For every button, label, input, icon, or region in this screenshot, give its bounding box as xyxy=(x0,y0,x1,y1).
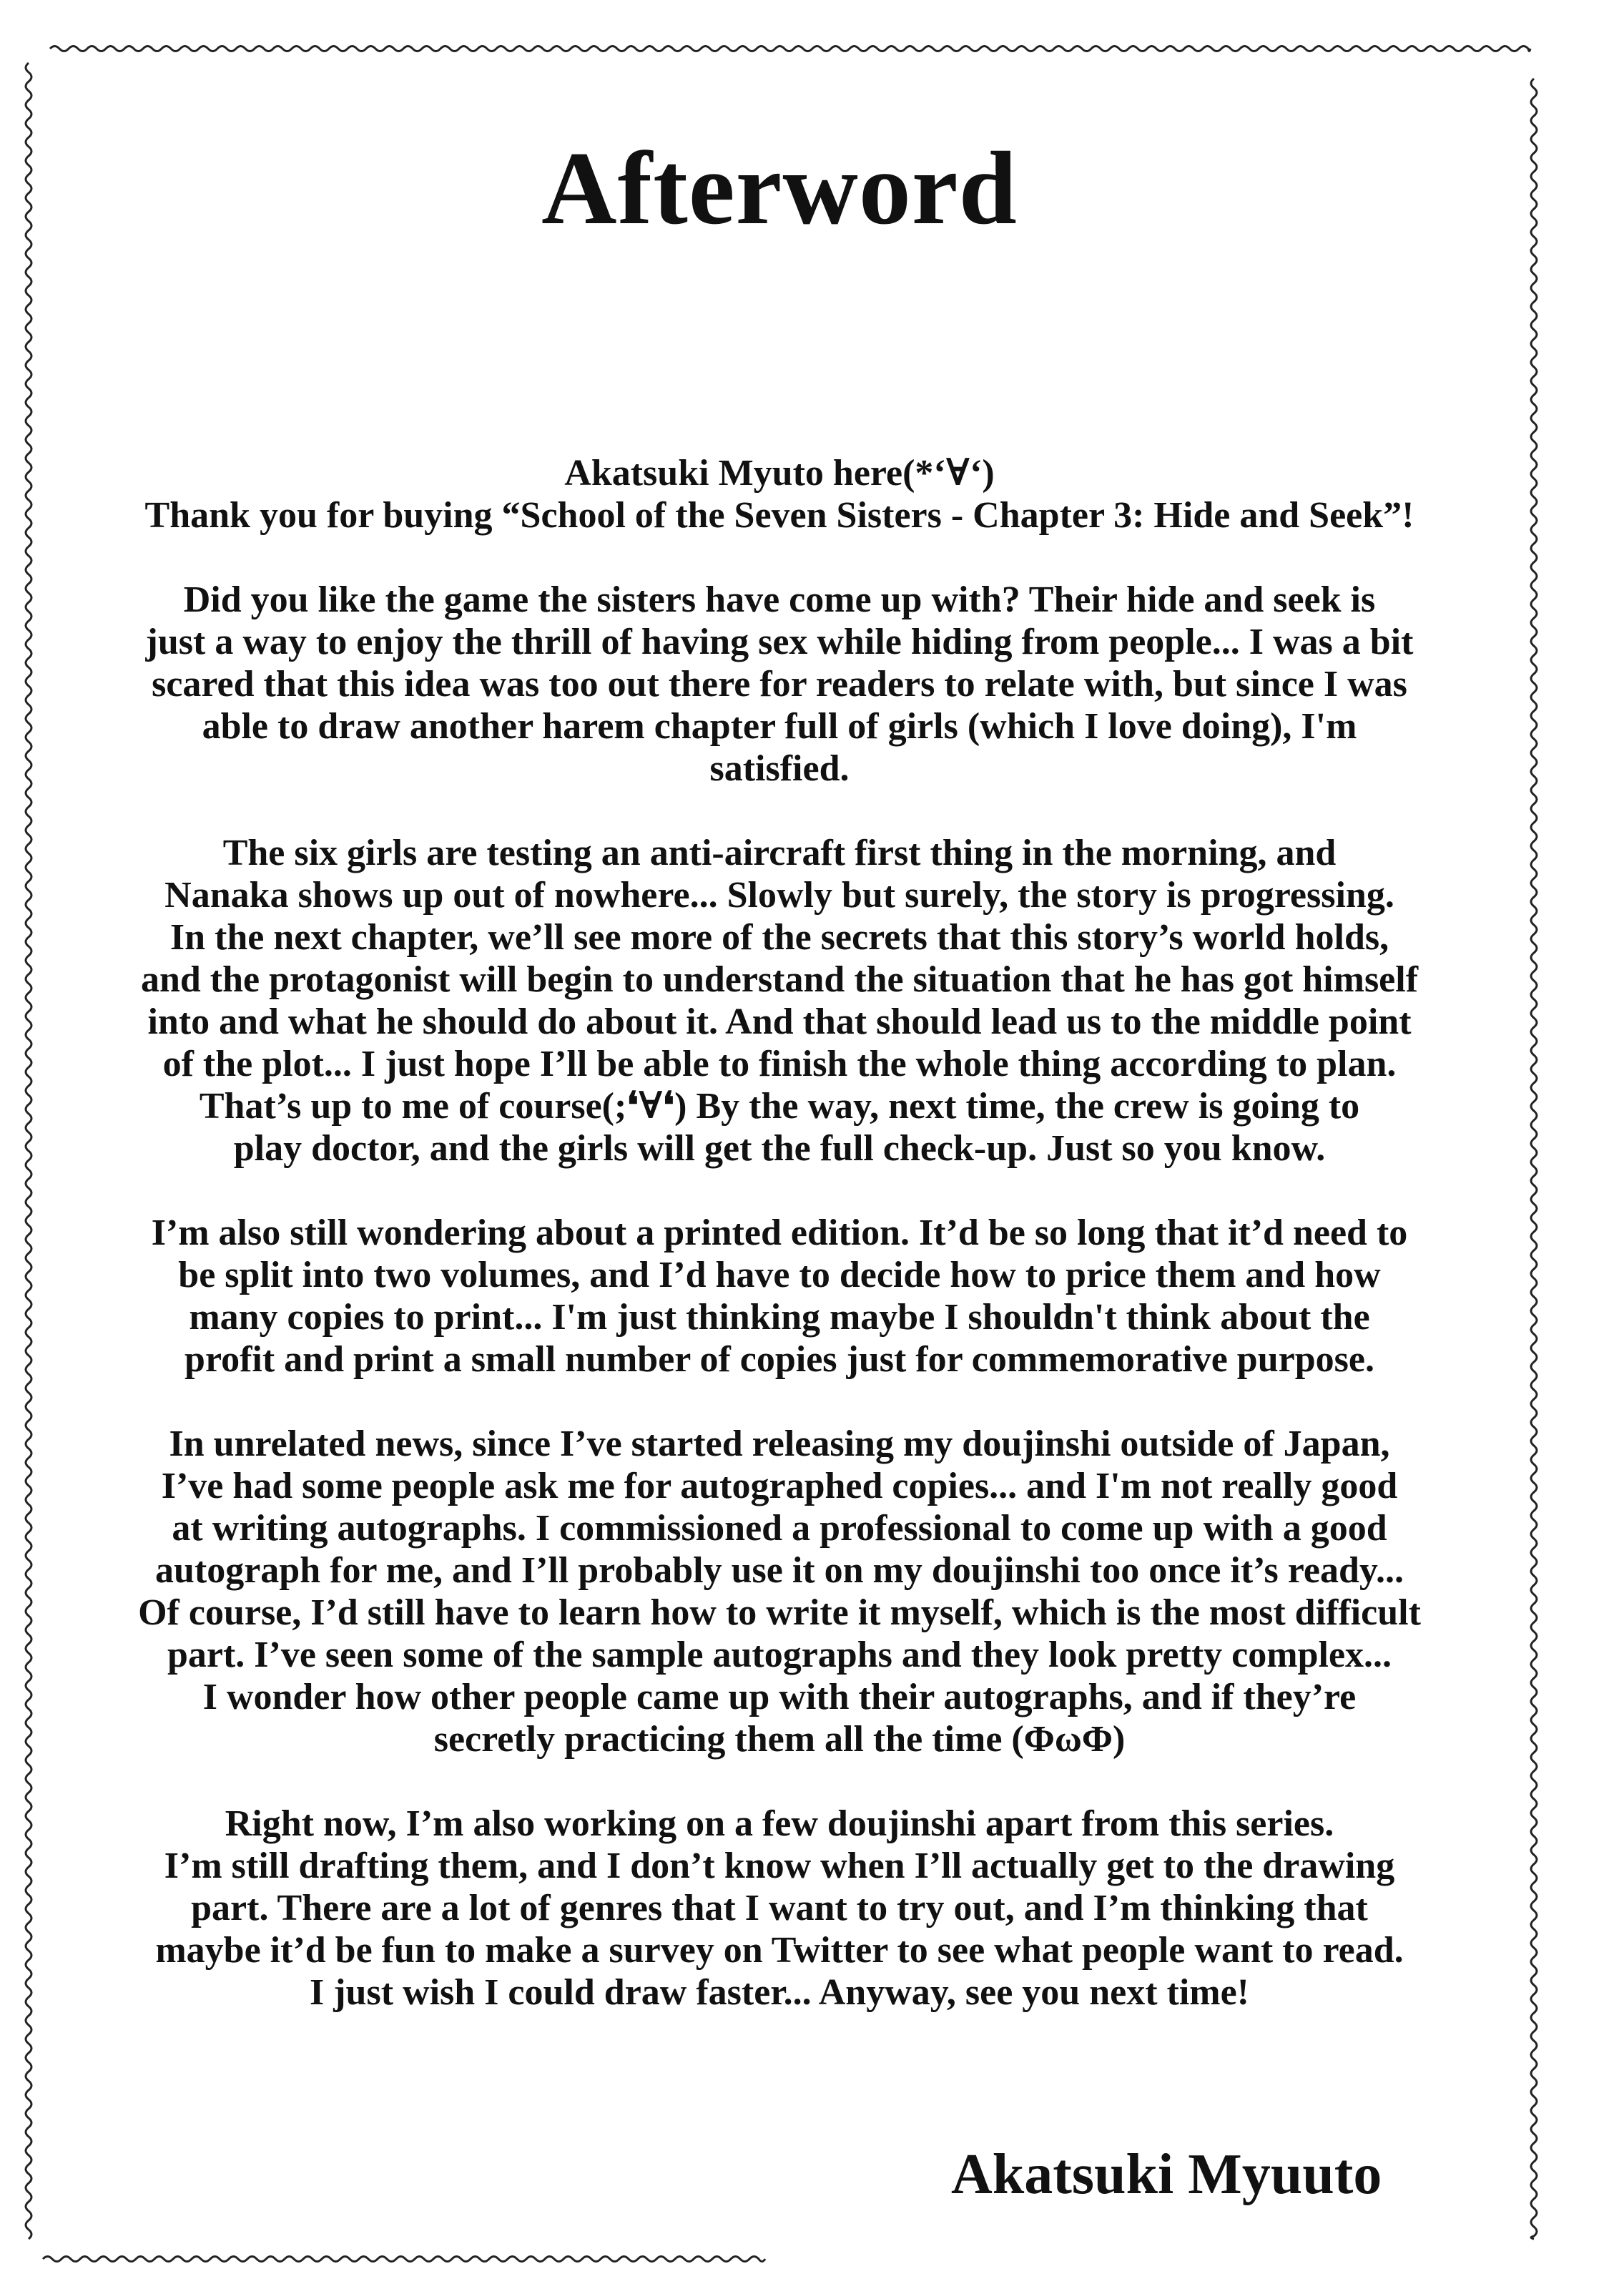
text-line: I’ve had some people ask me for autographed copies... and I'm not really good xyxy=(161,1466,1398,1506)
text-line: part. There are a lot of genres that I want to try out, and I’m thinking that xyxy=(191,1888,1368,1928)
text-line: In unrelated news, since I’ve started releasing my doujinshi outside of Japan, xyxy=(169,1423,1390,1464)
paragraph xyxy=(50,579,1509,790)
text-line: and the protagonist will begin to understand the situation that he has got himself xyxy=(140,959,1419,1000)
text-line: maybe it’d be fun to make a survey on Twitter to see what people want to read. xyxy=(155,1930,1404,1971)
paragraph xyxy=(50,1803,1509,2014)
paragraph xyxy=(50,452,1509,536)
text-line: able to draw another harem chapter full of girls (which I love doing), I'm xyxy=(202,706,1357,747)
text-line: That’s up to me of course(;❛∀❛) By the way, next time, the crew is going to xyxy=(199,1086,1360,1127)
paragraph xyxy=(50,1423,1509,1760)
afterword-body xyxy=(50,452,1509,2056)
text-line: autograph for me, and I’ll probably use it on my doujinshi too once it’s ready... xyxy=(154,1550,1404,1591)
author-signature: Akatsuki Myuuto xyxy=(951,2143,1382,2206)
text-line: satisfied. xyxy=(709,748,850,789)
text-line: into and what he should do about it. And that should lead us to the middle point xyxy=(147,1001,1412,1042)
text-line: I wonder how other people came up with their autographs, and if they’re xyxy=(202,1677,1357,1717)
border-bottom xyxy=(43,2257,765,2262)
paragraph xyxy=(50,1212,1509,1381)
text-line: just a way to enjoy the thrill of having sex while hiding from people... I was a bit xyxy=(145,622,1414,662)
text-line: of the plot... I just hope I’ll be able to finish the whole thing according to plan. xyxy=(162,1044,1397,1084)
text-line: Right now, I’m also working on a few doujinshi apart from this series. xyxy=(225,1803,1334,1844)
paragraph xyxy=(50,832,1509,1170)
text-line: I just wish I could draw faster... Anyway, see you next time! xyxy=(310,1972,1249,2013)
text-line: Akatsuki Myuto here(*‘∀‘) xyxy=(564,453,995,494)
text-line: I’m still drafting them, and I don’t know when I’ll actually get to the drawing xyxy=(164,1846,1395,1886)
border-top xyxy=(50,46,1530,52)
border-right xyxy=(1531,79,1537,2239)
text-line: scared that this idea was too out there for readers to relate with, but since I was xyxy=(152,664,1407,705)
text-line: The six girls are testing an anti-aircraft first thing in the morning, and xyxy=(222,833,1337,873)
text-line: at writing autographs. I commissioned a professional to come up with a good xyxy=(172,1508,1387,1549)
border-left xyxy=(26,63,31,2239)
text-line: In the next chapter, we’ll see more of the secrets that this story’s world holds, xyxy=(169,917,1389,958)
text-line: I’m also still wondering about a printed edition. It’d be so long that it’d need to xyxy=(151,1212,1408,1253)
text-line: Of course, I’d still have to learn how to write it myself, which is the most difficult xyxy=(138,1592,1421,1633)
text-line: secretly practicing them all the time (ΦωΦ) xyxy=(433,1719,1126,1760)
text-line: part. I’ve seen some of the sample autographs and they look pretty complex... xyxy=(167,1634,1392,1675)
text-line: be split into two volumes, and I’d have to decide how to price them and how xyxy=(178,1255,1381,1295)
page-title: Afterword xyxy=(541,130,1018,246)
text-line: play doctor, and the girls will get the full check-up. Just so you know. xyxy=(233,1128,1326,1169)
text-line: Nanaka shows up out of nowhere... Slowly but surely, the story is progressing. xyxy=(164,875,1394,916)
text-line: Thank you for buying “School of the Seven Sisters - Chapter 3: Hide and Seek”! xyxy=(144,495,1414,536)
text-line: Did you like the game the sisters have come up with? Their hide and seek is xyxy=(183,579,1376,620)
text-line: profit and print a small number of copies just for commemorative purpose. xyxy=(184,1339,1374,1380)
text-line: many copies to print... I'm just thinking maybe I shouldn't think about the xyxy=(189,1297,1370,1338)
